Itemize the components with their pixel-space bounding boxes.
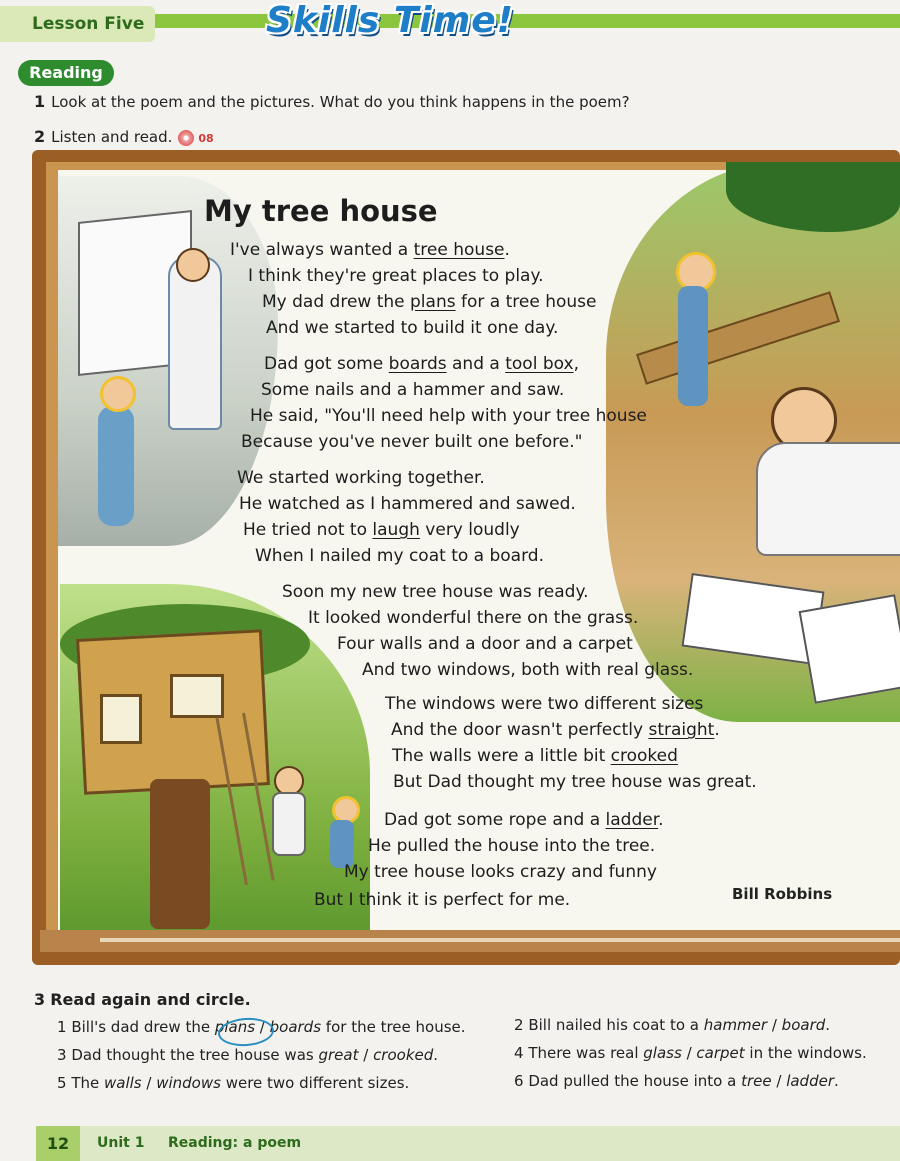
poem-line <box>385 694 703 714</box>
tree-house-window <box>100 694 142 744</box>
poem-text: . <box>714 720 720 740</box>
boy-figure <box>678 286 708 406</box>
poem-text: But Dad thought my tree house was great. <box>393 772 757 792</box>
dad-head <box>176 248 210 282</box>
item-text: Dad thought the tree house was <box>71 1046 319 1064</box>
item-text: Dad pulled the house into a <box>528 1072 742 1090</box>
poem-line <box>261 380 564 400</box>
poem-text: Because you've never built one before." <box>241 432 583 452</box>
boy-figure <box>98 406 134 526</box>
lesson-label: Lesson Five <box>32 14 145 34</box>
poem-line <box>239 494 576 514</box>
poem-line <box>264 354 579 374</box>
choice-separator: / <box>681 1044 697 1062</box>
poem-text: He said, "You'll need help with your tree house <box>250 406 647 426</box>
poem-line <box>308 608 638 628</box>
instruction-2 <box>34 127 214 146</box>
poem-keyword: crooked <box>610 746 678 766</box>
poem-frame-divider <box>100 938 900 942</box>
wooden-board <box>636 291 840 384</box>
poem-text: My dad drew the <box>262 292 411 312</box>
poem-line <box>230 240 510 260</box>
item-text: in the windows. <box>744 1044 867 1062</box>
poem-line <box>243 520 520 540</box>
poem-text: It looked wonderful there on the grass. <box>308 608 639 628</box>
poem-line <box>250 406 647 426</box>
poem-text: The windows were two different sizes <box>385 694 704 714</box>
dad-figure <box>168 256 222 430</box>
item-number: 2 <box>514 1016 529 1034</box>
poem-line <box>266 318 558 338</box>
instruction-number: 1 <box>34 92 46 111</box>
exercise-item <box>514 1072 839 1090</box>
page-number: 12 <box>36 1126 80 1161</box>
item-number: 3 <box>57 1046 72 1064</box>
boy-figure <box>330 820 354 868</box>
instruction-1 <box>34 92 630 111</box>
poem-text: Four walls and a door and a carpet <box>337 634 633 654</box>
poem-line <box>391 720 720 740</box>
poem-line <box>384 810 664 830</box>
blueprint-plans <box>799 594 900 704</box>
poem-line <box>344 862 657 882</box>
instruction-number: 2 <box>34 127 46 146</box>
poem-text: He tried not to <box>243 520 373 540</box>
poem-line <box>337 634 633 654</box>
choice-option-a[interactable]: walls <box>103 1074 142 1092</box>
poem-text: When I nailed my coat to a board. <box>255 546 544 566</box>
item-number: 4 <box>514 1044 529 1062</box>
footer-bar <box>36 1126 900 1161</box>
poem-text: , <box>573 354 579 374</box>
poem-line <box>248 266 544 286</box>
poem-text: Soon my new tree house was ready. <box>282 582 589 602</box>
choice-option-a[interactable]: plans <box>214 1018 256 1036</box>
tree-house-window <box>170 674 224 718</box>
poem-title: My tree house <box>204 194 438 228</box>
choice-option-a[interactable]: glass <box>643 1044 682 1062</box>
poem-text: for a tree house <box>455 292 597 312</box>
poem-keyword: laugh <box>372 520 420 540</box>
item-number: 5 <box>57 1074 72 1092</box>
poem-line <box>368 836 655 856</box>
poem-keyword: tool box <box>505 354 574 374</box>
item-text: were two different sizes. <box>220 1074 410 1092</box>
poem-text: The walls were a little bit <box>392 746 611 766</box>
item-text: There was real <box>528 1044 644 1062</box>
poem-text: I've always wanted a <box>230 240 414 260</box>
poem-text: He watched as I hammered and sawed. <box>239 494 576 514</box>
item-text: Bill nailed his coat to a <box>528 1016 704 1034</box>
poem-keyword: plans <box>410 292 456 312</box>
poem-text: I think they're great places to play. <box>248 266 544 286</box>
page-title: Skills Time! <box>266 0 515 41</box>
item-text: . <box>834 1072 839 1090</box>
section-badge: Reading <box>18 60 114 86</box>
instruction-text: Listen and read. <box>51 128 173 146</box>
choice-separator: / <box>771 1072 787 1090</box>
choice-option-b[interactable]: board <box>781 1016 826 1034</box>
poem-keyword: ladder <box>605 810 659 830</box>
unit-label: Unit 1 <box>97 1135 145 1151</box>
poem-text: Dad got some <box>264 354 389 374</box>
item-number: 1 <box>57 1018 72 1036</box>
item-text: . <box>433 1046 439 1064</box>
poem-line <box>255 546 544 566</box>
poem-text: My tree house looks crazy and funny <box>344 862 657 882</box>
section-label: Reading: a poem <box>168 1135 302 1151</box>
poem-text: And the door wasn't perfectly <box>391 720 649 740</box>
choice-separator: / <box>358 1046 374 1064</box>
tree-trunk <box>150 779 210 929</box>
audio-cd-icon[interactable] <box>178 130 194 146</box>
poem-text: We started working together. <box>237 468 485 488</box>
poem-text: Some nails and a hammer and saw. <box>261 380 565 400</box>
exercise-instruction: Read again and circle. <box>50 990 251 1009</box>
illustration-building-tree-house <box>606 162 900 722</box>
item-text: Bill's dad drew the <box>71 1018 215 1036</box>
poem-text: And two windows, both with real glass. <box>362 660 694 680</box>
poem-author: Bill Robbins <box>732 885 833 903</box>
poem-text: But I think it is perfect for me. <box>314 890 571 910</box>
poem-keyword: boards <box>388 354 447 374</box>
item-text: for the tree house. <box>321 1018 466 1036</box>
poem-text: very loudly <box>419 520 520 540</box>
exercise-number: 3 <box>34 990 46 1009</box>
poem-text: He pulled the house into the tree. <box>368 836 656 856</box>
choice-separator: / <box>767 1016 782 1034</box>
poem-line <box>282 582 589 602</box>
poem-line <box>392 746 678 766</box>
poem-line <box>237 468 485 488</box>
choice-option-b[interactable]: crooked <box>373 1046 434 1064</box>
poem-line <box>241 432 582 452</box>
poem-text: and a <box>446 354 506 374</box>
item-number: 6 <box>514 1072 529 1090</box>
boy-head <box>100 376 136 412</box>
exercise-item <box>57 1074 409 1092</box>
choice-separator: / <box>141 1074 157 1092</box>
choice-option-a[interactable]: tree <box>741 1072 772 1090</box>
tree-canopy <box>726 162 900 232</box>
poem-text: Dad got some rope and a <box>384 810 606 830</box>
instruction-text: Look at the poem and the pictures. What do you think happens in the poem? <box>51 93 630 111</box>
poem-text: . <box>658 810 664 830</box>
choice-option-a[interactable]: great <box>318 1046 359 1064</box>
choice-option-a[interactable]: hammer <box>703 1016 768 1034</box>
item-text: The <box>71 1074 104 1092</box>
choice-separator: / <box>255 1018 270 1036</box>
item-text: . <box>825 1016 831 1034</box>
exercise-item <box>514 1044 867 1062</box>
poem-line <box>262 292 596 312</box>
choice-option-b[interactable]: ladder <box>786 1072 834 1090</box>
poem-text: And we started to build it one day. <box>266 318 559 338</box>
poem-line <box>314 890 570 910</box>
poem-line <box>362 660 693 680</box>
poem-keyword: straight <box>648 720 715 740</box>
poem-line <box>393 772 757 792</box>
poem-text: . <box>504 240 510 260</box>
exercise-item <box>57 1046 438 1064</box>
exercise-3-heading <box>34 990 251 1009</box>
poem-keyword: tree house <box>413 240 505 260</box>
choice-option-b[interactable]: windows <box>156 1074 221 1092</box>
track-number: 08 <box>198 132 214 145</box>
exercise-item <box>514 1016 830 1034</box>
choice-option-b[interactable]: boards <box>269 1018 322 1036</box>
dad-figure <box>272 792 306 856</box>
choice-option-b[interactable]: carpet <box>696 1044 745 1062</box>
dad-figure <box>756 442 900 556</box>
